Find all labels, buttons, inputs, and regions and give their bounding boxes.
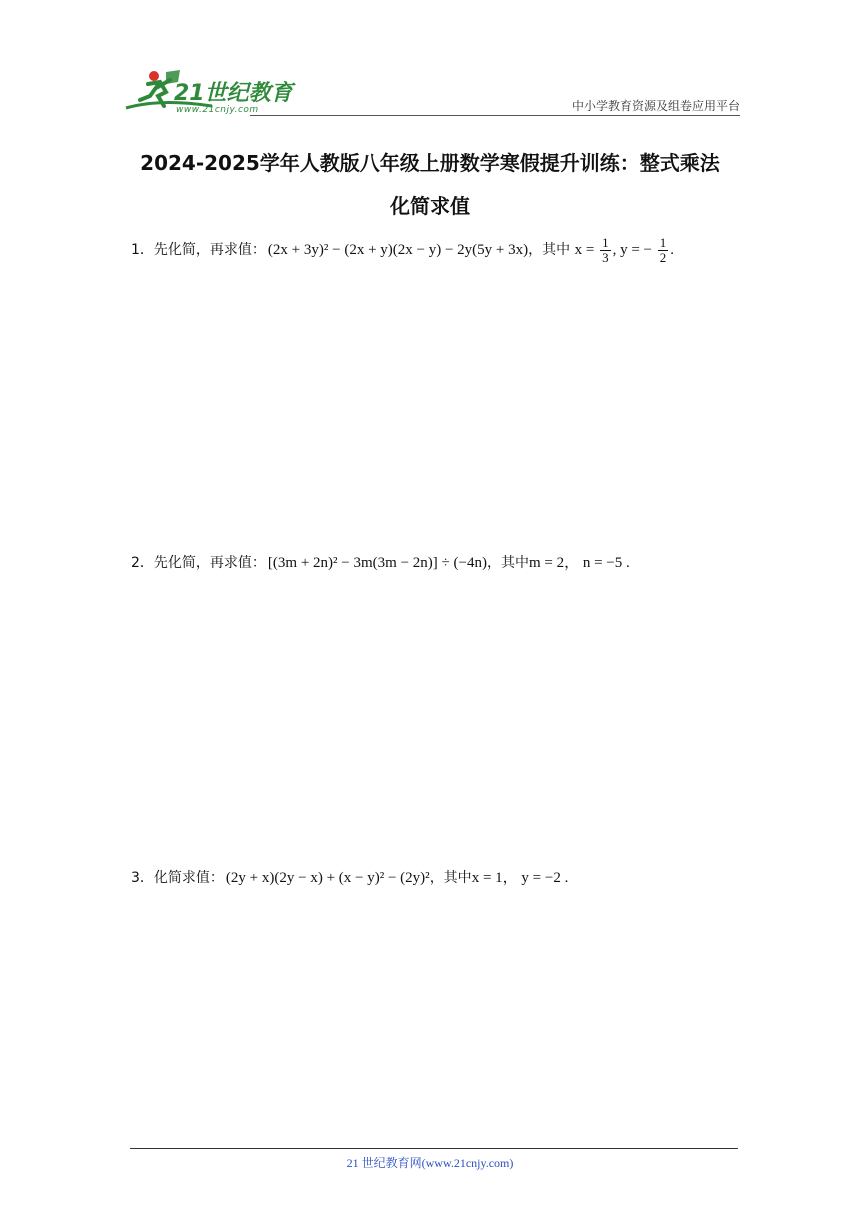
footer-divider (130, 1148, 738, 1149)
footer-link[interactable]: 21 世纪教育网(www.21cnjy.com) (346, 1156, 514, 1170)
question-values: x = 1， y = −2 . (471, 870, 569, 886)
page-subtitle: 化简求值 (390, 194, 470, 218)
question-1 (131, 236, 674, 265)
y-variable: y = − (620, 241, 652, 258)
question-label: 化简求值： (153, 870, 224, 886)
x-numerator: 1 (602, 235, 609, 250)
page-header (120, 62, 740, 122)
question-condition: ，其中 (486, 555, 529, 571)
question-number: 3． (131, 870, 154, 886)
question-values: m = 2， n = −5 . (528, 555, 630, 571)
x-denominator: 3 (602, 250, 609, 265)
platform-name: 中小学教育资源及组卷应用平台 (571, 99, 740, 113)
value-end: . (670, 241, 674, 258)
y-numerator: 1 (659, 235, 667, 250)
x-fraction (600, 236, 611, 265)
question-expression: (2x + 3y)² − (2x + y)(2x − y) − 2y(5y + 3x) (267, 241, 529, 258)
logo-url: www.21cnjy.com (176, 105, 259, 115)
question-values (574, 235, 674, 265)
question-condition: ，其中 (528, 241, 571, 258)
question-label: 先化简，再求值： (153, 555, 266, 571)
page-title: 2024-2025学年人教版八年级上册数学寒假提升训练：整式乘法 (140, 151, 720, 175)
question-condition: ，其中 (429, 870, 472, 886)
y-denominator: 2 (659, 250, 667, 265)
question-3 (131, 868, 568, 888)
question-number: 1． (131, 241, 154, 258)
y-fraction (658, 236, 669, 265)
question-expression: (2y + x)(2y − x) + (x − y)² − (2y)² (225, 870, 430, 886)
header-divider (250, 115, 740, 116)
logo-text: 21世纪教育 (174, 81, 293, 106)
question-number: 2． (131, 555, 154, 571)
value-separator: , (612, 241, 617, 258)
x-variable: x = (574, 241, 595, 258)
question-expression: [(3m + 2n)² − 3m(3m − 2n)] ÷ (−4n) (267, 555, 487, 571)
question-2 (131, 553, 630, 573)
question-label: 先化简，再求值： (153, 241, 266, 258)
